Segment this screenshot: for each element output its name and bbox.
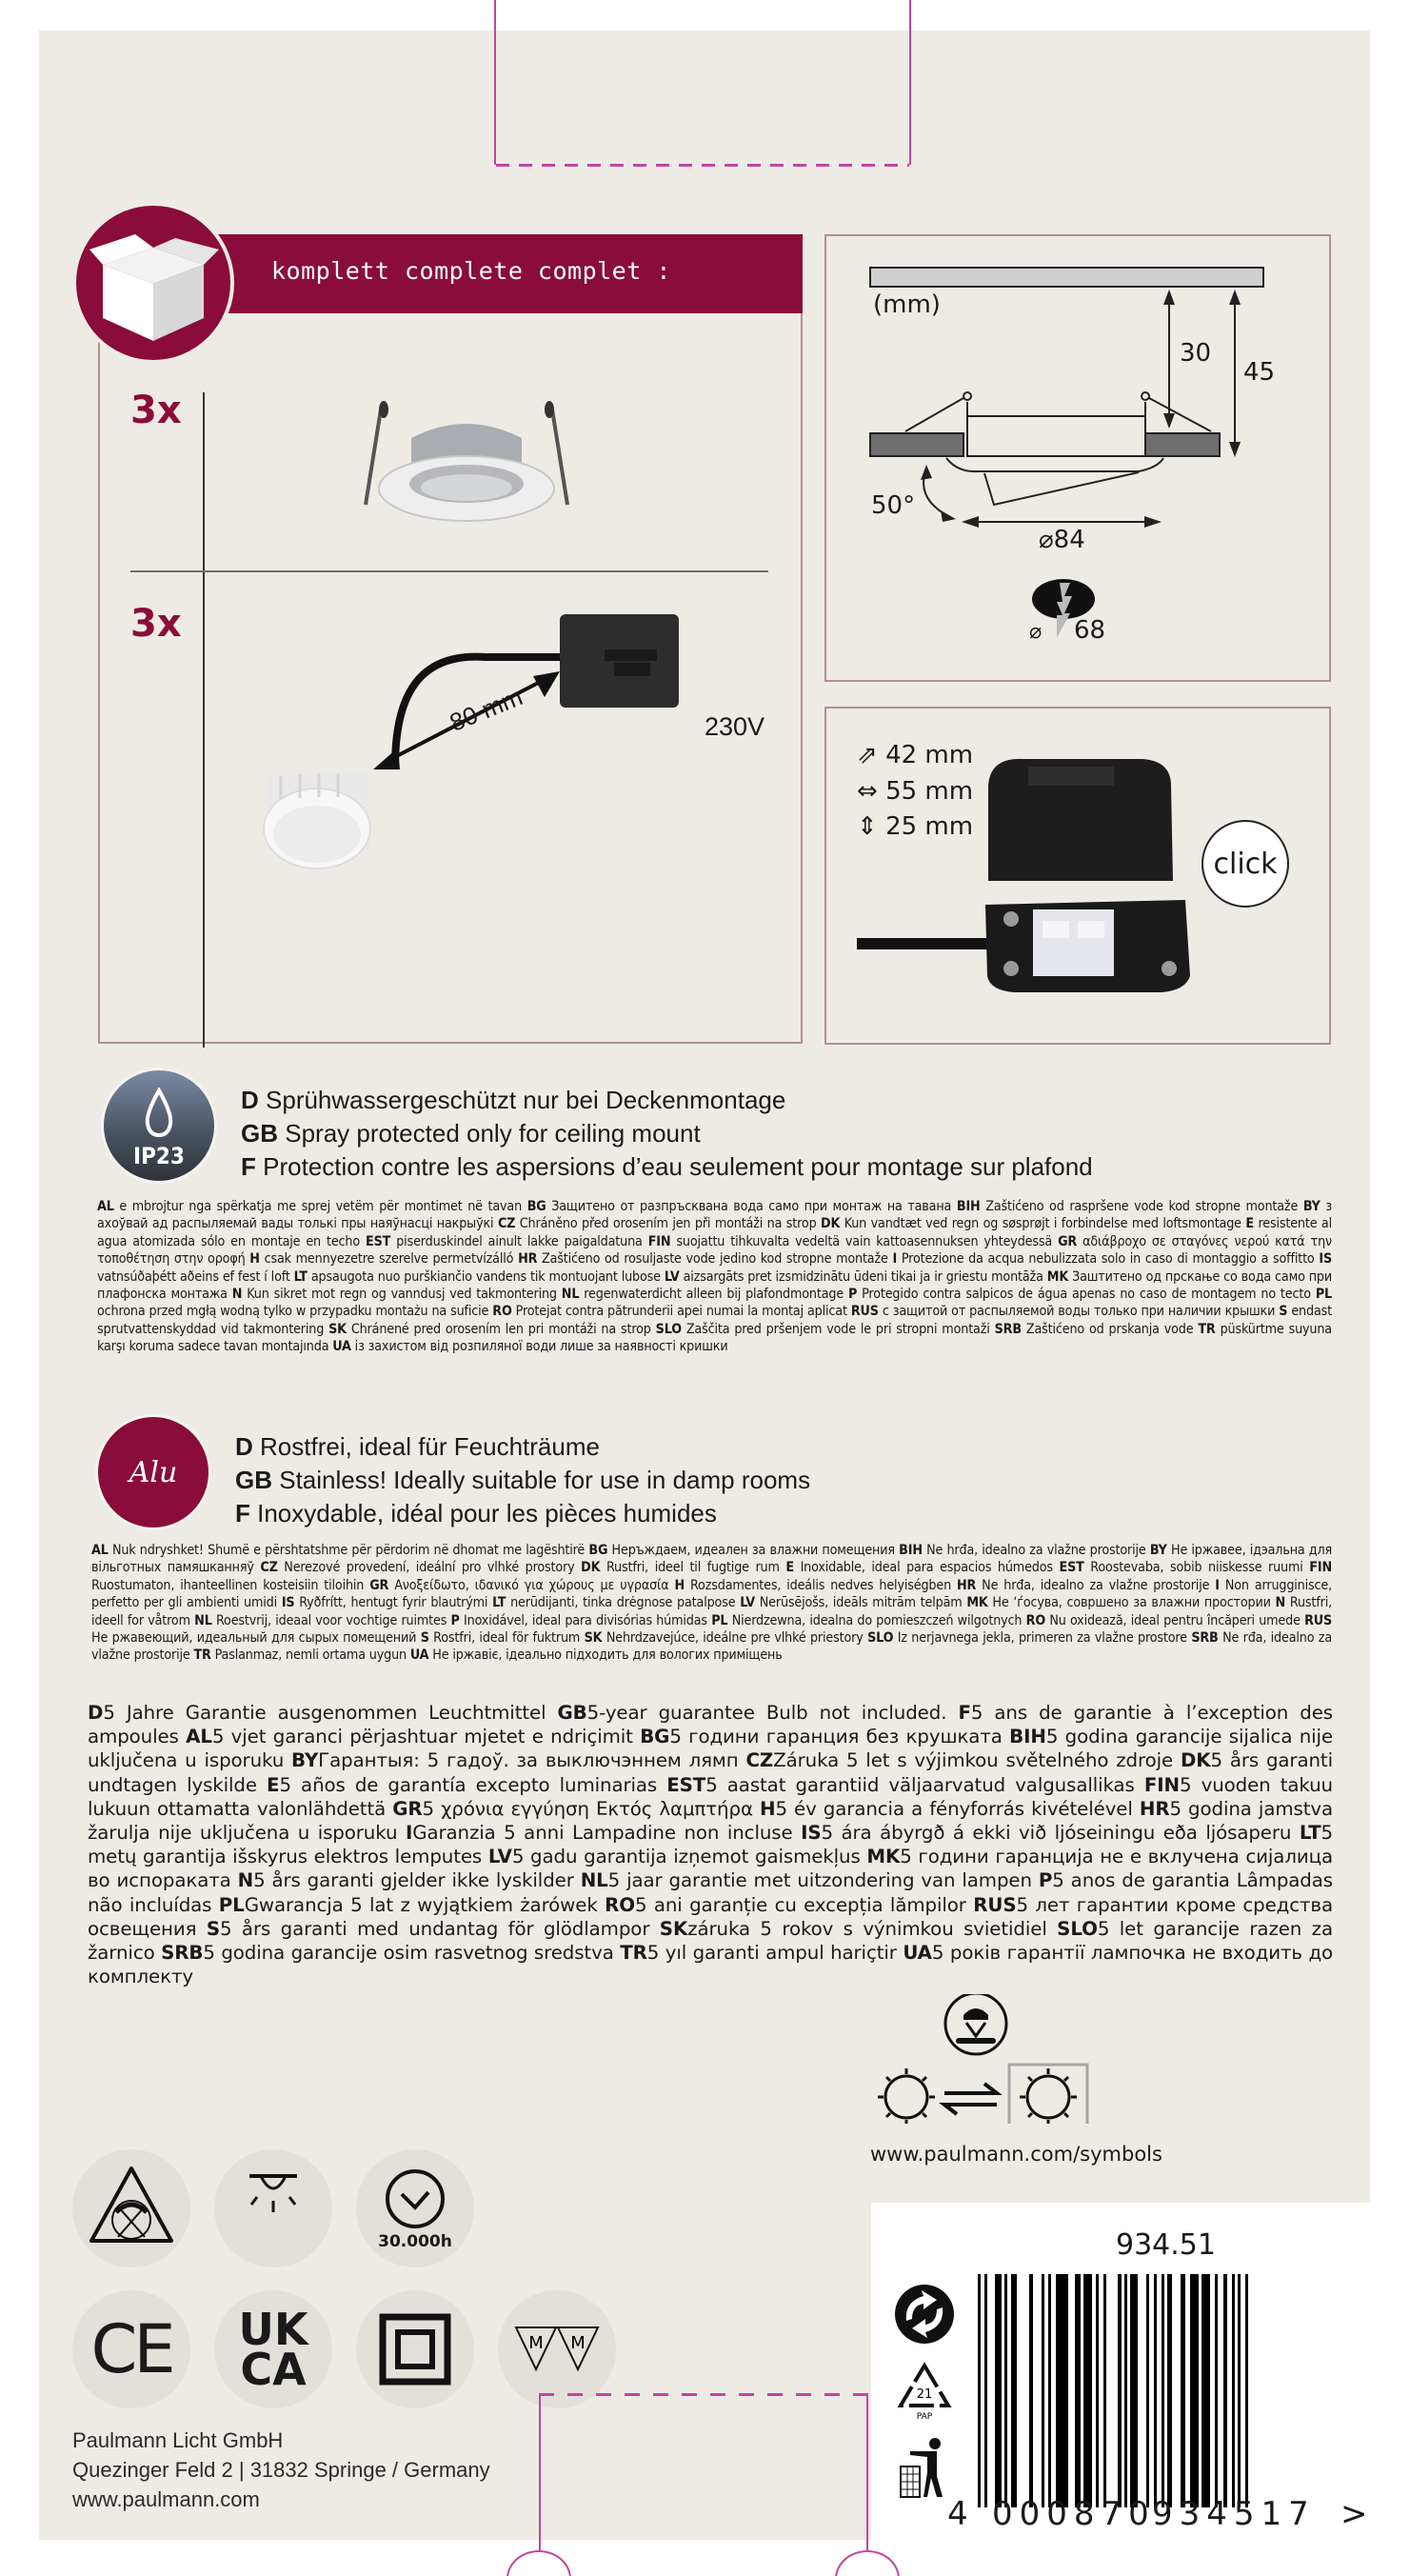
lang-code: LT bbox=[492, 1595, 506, 1611]
lang-text: Nierdzewna, idealna do pomieszczeń wilgotnych bbox=[727, 1612, 1026, 1628]
barcode-bar bbox=[1106, 2274, 1118, 2507]
barcode-bar bbox=[1083, 2274, 1092, 2507]
barcode-bar bbox=[1190, 2274, 1199, 2507]
ip-rating-multilingual bbox=[97, 1198, 1332, 1356]
recycle-code: 21 bbox=[916, 2387, 933, 2402]
lang-code: EST bbox=[366, 1233, 391, 1249]
lang-text: Rostfri, ideal för fuktrum bbox=[428, 1630, 585, 1647]
lang-code: LV bbox=[664, 1268, 680, 1285]
recessed-ring-image bbox=[352, 390, 581, 533]
die-cut-notch-right bbox=[835, 2550, 900, 2576]
lang-text: regenwaterdicht alleen bij plafondmontage bbox=[579, 1287, 848, 1303]
lang-code: IS bbox=[1319, 1251, 1332, 1268]
lang-text: Garanzia 5 anni Lampadine non incluse bbox=[412, 1822, 802, 1845]
recycle-material: PAP bbox=[916, 2412, 933, 2422]
lang-text: 5 jaar garantie met uitzondering van lampen bbox=[607, 1869, 1039, 1892]
lifetime-symbol bbox=[356, 2149, 474, 2267]
lang-code: SRB bbox=[161, 1942, 204, 1965]
lang-text: Iz nerjavnega jekla, primeren za vlažne prostore bbox=[893, 1630, 1192, 1647]
barcode-bar bbox=[1056, 2274, 1068, 2507]
barcode-bar bbox=[987, 2274, 995, 2507]
lang-text: 5 års garanti undtagen lyskilde bbox=[88, 1749, 1333, 1796]
lang-code: IS bbox=[801, 1822, 822, 1845]
lang-code: SK bbox=[659, 1917, 688, 1940]
lang-text: Не іржавіє, ідеально підходить для вологих приміщень bbox=[428, 1647, 783, 1664]
die-cut-notch-left bbox=[506, 2550, 571, 2576]
lang-text: Rozsdamentes, ideális nedves helyiségben bbox=[684, 1577, 957, 1593]
lang-code: F bbox=[235, 1499, 250, 1528]
lang-code: EST bbox=[1059, 1560, 1084, 1576]
lang-text: 5 év garancia a fényforrás kivételével bbox=[775, 1797, 1140, 1820]
lang-code: TR bbox=[620, 1942, 647, 1965]
ip-text: Sprühwassergeschützt nur bei Deckenmontage bbox=[266, 1086, 786, 1114]
symbols-link[interactable]: www.paulmann.com/symbols bbox=[870, 2143, 1162, 2166]
not-dimmable-icon bbox=[84, 2161, 179, 2256]
lang-code: P bbox=[450, 1612, 460, 1628]
lang-code: SK bbox=[328, 1321, 347, 1337]
ce-mark-label: CE bbox=[90, 2310, 172, 2388]
lang-code: GB bbox=[241, 1119, 278, 1148]
lang-code: BIH bbox=[1009, 1726, 1046, 1748]
barcode-bar bbox=[995, 2274, 1002, 2507]
lang-code: D bbox=[235, 1432, 253, 1461]
lang-text: Не ржавеющий, идеальный для сырых помещений bbox=[91, 1630, 421, 1647]
lang-code: BG bbox=[640, 1726, 670, 1748]
lang-text: endast sprutvattenskyddad vid takmontering bbox=[97, 1304, 1332, 1337]
lang-code: FIN bbox=[1309, 1560, 1332, 1576]
lang-text: з ахоўвай ад распыляемай вады толькі пры наяўнасці накрыўкі bbox=[97, 1199, 1332, 1232]
lang-text: Не ‘ѓосува, совршено за влажни простории bbox=[987, 1595, 1276, 1611]
lang-code: UA bbox=[409, 1647, 429, 1664]
lang-text: Chránené pred orosením len pri montáži na strop bbox=[346, 1321, 656, 1337]
lang-code: P bbox=[848, 1287, 858, 1303]
lang-code: GR bbox=[369, 1577, 389, 1593]
material-lines bbox=[235, 1430, 810, 1530]
lang-text: Záruka 5 let s výjimkou světelného zdroje bbox=[773, 1749, 1181, 1772]
material-text: Inoxydable, idéal pour les pièces humides bbox=[257, 1499, 717, 1528]
lang-text: püskürtme suyuna karşı koruma sadece tavan montajında bbox=[97, 1321, 1332, 1355]
diagonal-arrow-icon: ⇗ bbox=[857, 741, 886, 769]
cutout-label: 68 bbox=[1074, 616, 1106, 645]
lang-text: 5 gadu garantija izņemot gaismekļus bbox=[511, 1846, 867, 1868]
lang-text: 5 ára ábyrgð á ekki við ljóseiningu eða ljósaperu bbox=[821, 1822, 1300, 1845]
lang-code: H bbox=[759, 1797, 776, 1820]
lang-code: SK bbox=[584, 1630, 603, 1647]
recycling-pap-icon bbox=[897, 2362, 952, 2425]
lang-text: із захистом від розпиляної води лише за наявності кришки bbox=[350, 1339, 728, 1355]
material-text: Stainless! Ideally suitable for use in damp rooms bbox=[279, 1466, 811, 1494]
lang-text: 5 godina garancije sijalica nije uključena u isporuku bbox=[88, 1726, 1333, 1772]
lang-code: E bbox=[785, 1560, 794, 1576]
contents-divider-vertical bbox=[203, 392, 205, 1048]
lang-text: Неръждаем, идеален за влажни помещения bbox=[607, 1543, 900, 1558]
lang-text: Chráněno před orosením jen při montáži na strop bbox=[515, 1216, 822, 1232]
lang-text: 5 ani garanție cu excepția lămpilor bbox=[634, 1893, 974, 1916]
lang-text: csak mennyezetre szerelve permetvízálló bbox=[259, 1251, 519, 1268]
contents-heading: komplett complete complet : bbox=[271, 257, 671, 285]
lang-text: Zaščita pred pršenjem vode le pri stropni montaži bbox=[681, 1321, 995, 1337]
ip-rating-lines bbox=[241, 1084, 1093, 1184]
tidyman-icon bbox=[899, 2438, 948, 2499]
lang-text: Ryðfrítt, hentugt fyrir blautrými bbox=[294, 1595, 493, 1611]
lang-text: 5 Jahre Garantie ausgenommen Leuchtmittel bbox=[103, 1702, 558, 1724]
height-inner-label: 30 bbox=[1180, 339, 1212, 368]
lang-code: E bbox=[1245, 1216, 1254, 1232]
lang-text: Ne hrđa, idealno za vlažne prostorije bbox=[976, 1577, 1216, 1593]
lang-code: P bbox=[1038, 1869, 1053, 1892]
svg-text:M: M bbox=[528, 2333, 544, 2353]
quantity-ring: 3x bbox=[130, 389, 182, 432]
height-value: 25 mm bbox=[885, 812, 974, 841]
lang-text: 5-year guarantee Bulb not included. bbox=[586, 1702, 959, 1724]
lang-code: MK bbox=[966, 1595, 988, 1611]
lang-code: GB bbox=[557, 1702, 587, 1724]
lang-code: LV bbox=[740, 1595, 755, 1611]
company-name: Paulmann Licht GmbH bbox=[72, 2428, 284, 2452]
lang-text: Zaštićeno od rosuljaste vode jedino kod stropne montaže bbox=[537, 1251, 893, 1268]
cutout-prefix: ⌀ bbox=[1029, 620, 1043, 644]
lang-text: 5 vjet garanci përjashtuar mjetet e ndriçimit bbox=[211, 1726, 641, 1748]
die-cut-bottom-tab bbox=[539, 2393, 868, 2550]
barcode-bar bbox=[1201, 2274, 1210, 2507]
lang-text: Gwarancja 5 lat z wyjątkiem żarówek bbox=[244, 1893, 606, 1916]
lang-code: S bbox=[1279, 1304, 1288, 1320]
lifetime-label: 30.000h bbox=[378, 2232, 452, 2251]
lang-text: Protezione da acqua nebulizzata solo in caso di montaggio a soffitto bbox=[897, 1251, 1320, 1268]
lang-code: PL bbox=[1315, 1287, 1332, 1303]
lang-code: UA bbox=[903, 1942, 932, 1965]
lang-code: CZ bbox=[497, 1216, 516, 1232]
lang-text: Защитено от разпръсквана вода само при монтаж на тавана bbox=[546, 1199, 957, 1214]
lang-text: Ne hrđa, idealno za vlažne prostorije bbox=[922, 1543, 1150, 1558]
lang-code: EST bbox=[666, 1773, 706, 1796]
ukca-bottom: CA bbox=[240, 2344, 307, 2395]
barcode-bar bbox=[1033, 2274, 1042, 2507]
tilt-angle-label: 50° bbox=[871, 491, 916, 520]
lang-text: 5 aastat garantiid väljaarvatud valgusallikas bbox=[705, 1773, 1144, 1796]
lang-code: DK bbox=[821, 1216, 841, 1232]
company-address: Quezinger Feld 2 | 31832 Springe / Germany bbox=[72, 2458, 490, 2482]
lang-code: I bbox=[405, 1822, 413, 1845]
lang-code: H bbox=[674, 1577, 685, 1593]
replaceable-light-source-symbol bbox=[868, 1994, 1097, 2124]
lang-text: 5 godina garancije osim rasvetnog sredstva bbox=[203, 1942, 621, 1965]
horizontal-arrow-icon: ⇔ bbox=[857, 777, 886, 806]
unit-label: (mm) bbox=[873, 290, 941, 319]
material-line-d bbox=[235, 1430, 810, 1464]
lang-code: D bbox=[241, 1086, 259, 1114]
ip23-label: IP23 bbox=[133, 1143, 185, 1169]
lang-text: piserduskindel ainult lakke paigaldatuna bbox=[390, 1233, 648, 1249]
lang-text: с защитой от распыляемой воды только при наличии крышки bbox=[878, 1304, 1280, 1320]
lang-text: 5 лет гарантии кроме средства освещения bbox=[88, 1893, 1333, 1940]
lang-text: Nerūsējošs, ideāls mitrām telpām bbox=[754, 1595, 967, 1611]
diameter-label: ⌀84 bbox=[1039, 526, 1085, 554]
lang-code: RO bbox=[605, 1893, 635, 1916]
lang-code: FIN bbox=[647, 1233, 671, 1249]
barcode-bar bbox=[1130, 2274, 1138, 2507]
lang-text: 5 років гарантії лампочка не входить до комплекту bbox=[88, 1942, 1334, 1988]
lang-text: aizsargāts pret izsmidzinātu ūdeni tikai ja ir griestu montāža bbox=[679, 1268, 1047, 1285]
ukca-top: UK bbox=[238, 2304, 308, 2355]
lang-text: 5 metų garantija išskyrus elektros lemputes bbox=[88, 1822, 1333, 1868]
lang-text: Заштитено од прскање со вода само при плафонска монтажа bbox=[97, 1268, 1333, 1303]
lang-text: 5 години гаранция без крушката bbox=[669, 1726, 1010, 1748]
lang-code: S bbox=[420, 1630, 429, 1647]
height-total-label: 45 bbox=[1243, 358, 1276, 387]
lang-text: Protejat contra pătrunderii apei numai la montaj aplicat bbox=[511, 1304, 851, 1320]
lang-text: Zaštićeno od raspršene vode kod stropne montaže bbox=[980, 1199, 1303, 1214]
lang-text: 5 års garanti med undantag för glödlampor bbox=[220, 1917, 660, 1940]
clock-icon bbox=[382, 2166, 448, 2232]
material-text: Rostfrei, ideal für Feuchträume bbox=[260, 1432, 600, 1461]
ukca-mark bbox=[214, 2290, 332, 2408]
lang-code: SLO bbox=[867, 1630, 894, 1647]
lang-text: Ne rđa, idealno za vlažne prostorije bbox=[91, 1630, 1333, 1664]
ean-right-group: 934517 bbox=[1152, 2495, 1316, 2533]
ce-mark bbox=[72, 2290, 190, 2408]
depth-value: 42 mm bbox=[885, 741, 974, 769]
lang-code: HR bbox=[518, 1251, 538, 1268]
lang-text: vatnsúðaþétt aðeins ef fest í loft bbox=[97, 1268, 294, 1285]
lang-code: TR bbox=[1198, 1321, 1216, 1337]
lang-text: resistente al agua atomizada sólo en montaje en techo bbox=[97, 1216, 1332, 1249]
lang-text: Nehrdzavejúce, ideálne pre vlhké priestory bbox=[602, 1630, 868, 1647]
lang-code: BY bbox=[291, 1749, 319, 1772]
ceiling-lamp-icon bbox=[240, 2170, 307, 2218]
lang-code: I bbox=[892, 1251, 898, 1268]
lang-code: RO bbox=[492, 1304, 512, 1320]
lang-text: Kun sikret mot regn og vanndusj ved takmontering bbox=[242, 1287, 562, 1303]
warranty-multilingual bbox=[88, 1701, 1333, 1988]
lang-code: DK bbox=[581, 1560, 601, 1576]
ean-left-group: 000870 bbox=[992, 2495, 1156, 2533]
lang-text: 5 χρόνια εγγύηση Εκτός λαμπτήρα bbox=[422, 1797, 760, 1820]
lang-code: NL bbox=[194, 1612, 212, 1628]
lang-code: BIH bbox=[899, 1543, 923, 1558]
lang-text: Paslanmaz, nemli ortama uygun bbox=[210, 1647, 410, 1664]
lang-text: Rustfri, ideel til fugtige rum bbox=[600, 1560, 786, 1576]
lang-text: Ανοξείδωτο, ιδανικό για χώρους με υγρασία bbox=[388, 1577, 675, 1593]
cable-length-label: 80 mm bbox=[446, 682, 526, 737]
lang-code: GR bbox=[392, 1797, 423, 1820]
open-box-icon bbox=[76, 206, 230, 360]
lang-code: PL bbox=[218, 1893, 245, 1916]
barcode-bar bbox=[1068, 2274, 1075, 2507]
lang-text: suojattu tihkuvalta vedeltä vain kattoasennuksen yhteydessä bbox=[670, 1233, 1059, 1249]
lang-code: S bbox=[206, 1917, 220, 1940]
lang-text: 5 godina jamstva žarulja nije uključena u isporuku bbox=[88, 1797, 1333, 1845]
company-website[interactable]: www.paulmann.com bbox=[72, 2487, 260, 2511]
lang-code: PL bbox=[711, 1612, 728, 1628]
quantity-led-module: 3x bbox=[130, 602, 182, 646]
lang-code: SLO bbox=[655, 1321, 682, 1337]
lang-code: CZ bbox=[745, 1749, 774, 1772]
lang-text: 5 vuoden takuu lukuun ottamatta valonlähdettä bbox=[88, 1773, 1333, 1820]
lang-code: F bbox=[958, 1702, 971, 1724]
lang-code: LV bbox=[487, 1846, 512, 1868]
width-value: 55 mm bbox=[885, 777, 974, 806]
lang-code: N bbox=[1275, 1595, 1286, 1611]
article-number: 934.51 bbox=[1116, 2228, 1216, 2262]
lang-text: nerūdijanti, tinka drėgnose patalpose bbox=[506, 1595, 741, 1611]
connector-box-image bbox=[857, 757, 1238, 1005]
lang-text: Kun vandtæt ved regn og søsprøjt i forbindelse med loftsmontage bbox=[840, 1216, 1246, 1232]
lang-code: FIN bbox=[1143, 1773, 1180, 1796]
lang-text: Zaštićeno od prskanja vode bbox=[1021, 1321, 1199, 1337]
lang-code: D bbox=[88, 1702, 104, 1724]
ean-quiet-zone-marker: > bbox=[1340, 2495, 1375, 2533]
barcode-bars bbox=[978, 2274, 1252, 2507]
lang-code: CZ bbox=[260, 1560, 278, 1576]
ean-first-digit: 4 bbox=[947, 2495, 975, 2533]
ip-text: Spray protected only for ceiling mount bbox=[285, 1119, 701, 1148]
alu-label: Alu bbox=[129, 1455, 178, 1489]
lang-text: 5 yıl garanti ampul hariçtir bbox=[646, 1942, 904, 1965]
no-dimmer-symbol bbox=[72, 2149, 190, 2267]
box-icon-circle bbox=[72, 202, 234, 364]
lang-code: TR bbox=[193, 1647, 211, 1664]
ip-line-d bbox=[241, 1084, 1093, 1117]
lang-code: AL bbox=[97, 1199, 114, 1214]
lang-text: 5 års garanti gjelder ikke lyskilder bbox=[253, 1869, 581, 1892]
lang-code: LT bbox=[293, 1268, 308, 1285]
vertical-arrow-icon: ⇕ bbox=[857, 812, 886, 841]
lang-text: ochrona przed mgłą wodną tylko w przypadku montażu na suficie bbox=[97, 1304, 493, 1320]
water-drop-icon bbox=[140, 1088, 178, 1139]
lang-code: BG bbox=[588, 1543, 608, 1558]
lang-code: NL bbox=[580, 1869, 608, 1892]
lang-code: N bbox=[237, 1869, 254, 1892]
double-square-icon bbox=[379, 2313, 451, 2386]
lang-text: Nuk ndryshket! Shumë e përshtatshme për përdorim në dhomat me lagështirë bbox=[108, 1543, 589, 1558]
lang-code: N bbox=[231, 1287, 243, 1303]
lang-text: 5 anos de garantia Lâmpadas não incluídas bbox=[88, 1869, 1333, 1916]
lang-code: SRB bbox=[994, 1321, 1022, 1337]
lang-text: 5 ans de garantie à l’exception des ampoules bbox=[88, 1702, 1333, 1748]
lang-text: Гарантыя: 5 гадоў. за выключэннем лямп bbox=[318, 1749, 746, 1772]
lang-text: apsaugota nuo purškiančio vandens tik montuojant lubose bbox=[307, 1268, 665, 1285]
protection-class-ii-symbol bbox=[356, 2290, 474, 2408]
lang-text: αδιάβροχο σε σταγόνες νερού κατά την τοποθέτηση στην οροφή bbox=[97, 1233, 1332, 1268]
lang-text: Rustfri, ideell for våtrom bbox=[91, 1595, 1332, 1628]
lang-text: 5 let garancije razen za žarnico bbox=[88, 1917, 1333, 1965]
lang-code: HR bbox=[1139, 1797, 1170, 1820]
lang-code: IS bbox=[281, 1595, 295, 1611]
material-multilingual bbox=[91, 1542, 1332, 1665]
lang-text: Roestvrij, ideaal voor vochtige ruimtes bbox=[211, 1612, 451, 1628]
lang-code: UA bbox=[332, 1339, 351, 1355]
barcode-bar bbox=[1172, 2274, 1181, 2507]
lang-text: Roostevaba, sobib niiskesse ruumi bbox=[1083, 1560, 1310, 1576]
lang-code: F bbox=[241, 1152, 256, 1181]
barcode-bar bbox=[1248, 2274, 1252, 2507]
lang-text: záruka 5 rokov s výnimkou svietidiel bbox=[687, 1917, 1058, 1940]
click-speech-bubble: click bbox=[1201, 820, 1289, 908]
lang-code: NL bbox=[561, 1287, 580, 1303]
lang-code: RUS bbox=[1304, 1612, 1333, 1628]
lang-code: RUS bbox=[850, 1304, 879, 1320]
die-cut-top-tab-inner bbox=[494, 30, 911, 165]
mm-triangle-icon bbox=[514, 2326, 600, 2373]
lang-text: 5 años de garantía excepto luminarias bbox=[279, 1773, 667, 1796]
barcode-bar bbox=[1017, 2274, 1029, 2507]
green-dot-icon bbox=[893, 2283, 956, 2346]
barcode-bar bbox=[1138, 2274, 1146, 2507]
lang-text: Не іржавее, ідэальна для вільготных памяшканняў bbox=[91, 1543, 1333, 1576]
lang-text: Non arrugginisce, perfetto per gli ambienti umidi bbox=[91, 1577, 1333, 1611]
svg-text:M: M bbox=[570, 2333, 586, 2353]
lang-text: Ruostumaton, ihanteellinen kosteisiin tiloihin bbox=[91, 1577, 370, 1593]
lang-code: DK bbox=[1180, 1749, 1211, 1772]
lang-code: HR bbox=[956, 1577, 977, 1593]
ceiling-light-symbol bbox=[214, 2149, 332, 2267]
lang-code: AL bbox=[91, 1543, 109, 1558]
lang-code: RUS bbox=[973, 1893, 1017, 1916]
lang-code: GB bbox=[235, 1466, 272, 1494]
lang-code: GR bbox=[1058, 1233, 1078, 1249]
ip-text: Protection contre les aspersions d’eau seulement pour montage sur plafond bbox=[263, 1152, 1093, 1181]
lang-text: 5 години гаранција не е вклучена сијалица во испораката bbox=[88, 1846, 1333, 1892]
lang-code: E bbox=[267, 1773, 280, 1796]
lang-code: I bbox=[1215, 1577, 1220, 1593]
lang-code: BY bbox=[1149, 1543, 1167, 1558]
lang-code: BG bbox=[526, 1199, 546, 1214]
lang-code: SRB bbox=[1191, 1630, 1219, 1647]
lang-text: Protegido contra salpicos de água apenas no caso de montagem no tecto bbox=[857, 1287, 1316, 1303]
lang-text: Nerezové provedení, ideální pro vlhké prostory bbox=[277, 1560, 582, 1576]
lang-code: SLO bbox=[1057, 1917, 1098, 1940]
lang-code: BY bbox=[1302, 1199, 1321, 1214]
lang-code: MK bbox=[1046, 1268, 1069, 1285]
lang-text: e mbrojtur nga spërkatja me sprej vetëm për montimet në tavan bbox=[113, 1199, 527, 1214]
ip-line-gb bbox=[241, 1117, 1093, 1150]
ip-line-f bbox=[241, 1150, 1093, 1184]
alu-badge bbox=[95, 1414, 211, 1530]
lang-code: H bbox=[249, 1251, 260, 1268]
lang-text: Nu oxidează, ideal pentru încăperi umede bbox=[1045, 1612, 1305, 1628]
voltage-label: 230V bbox=[705, 712, 765, 741]
mm-mark bbox=[498, 2290, 616, 2408]
led-module-image bbox=[257, 600, 790, 886]
lang-text: Inoxidable, ideal para espacios húmedos bbox=[793, 1560, 1060, 1576]
lang-code: MK bbox=[866, 1846, 901, 1868]
lang-code: LT bbox=[1299, 1822, 1321, 1845]
lang-text: Inoxidável, ideal para divisórias húmidas bbox=[459, 1612, 712, 1628]
lang-code: RO bbox=[1025, 1612, 1046, 1628]
ip23-badge bbox=[101, 1068, 217, 1184]
contents-divider-horizontal bbox=[130, 570, 768, 572]
lang-code: BIH bbox=[956, 1199, 981, 1214]
die-cut-top-tab-dashes bbox=[496, 164, 909, 167]
lang-code: AL bbox=[186, 1726, 212, 1748]
material-line-gb bbox=[235, 1464, 810, 1497]
material-line-f bbox=[235, 1497, 810, 1530]
